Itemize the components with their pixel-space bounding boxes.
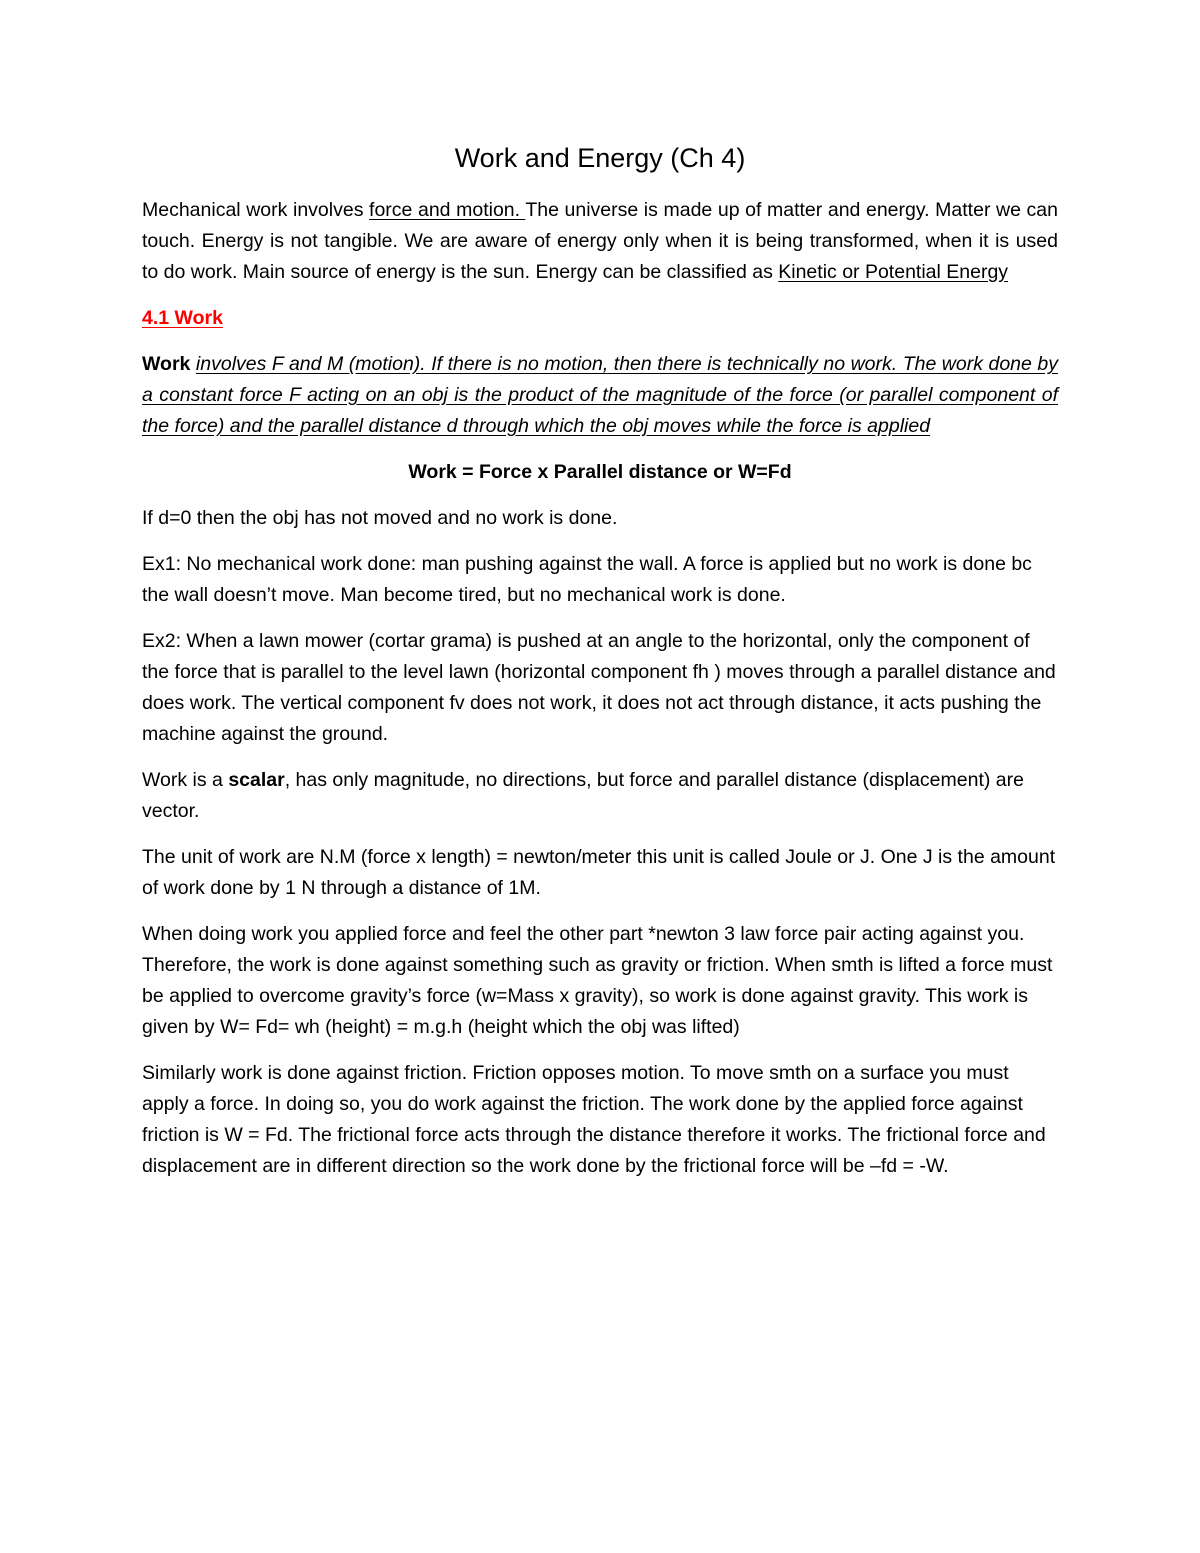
example-1-paragraph: Ex1: No mechanical work done: man pushing against the wall. A force is applied but no work is done bc the wall doesn’t move. Man become tired, but no mechanical work is done. <box>142 553 1032 606</box>
work-formula: Work = Force x Parallel distance or W=Fd <box>408 461 792 483</box>
intro-text-1: Mechanical work involves <box>142 199 370 221</box>
intro-text-2: The universe is made up of matter and energy. Matter we can touch. Energy is not tangible. We are aware of energy only when it is being transformed, when it is used to do work. Main source of energy is the sun. Energy can be classified as <box>142 199 1058 283</box>
scalar-paragraph <box>142 765 1058 827</box>
scalar-bold: scalar <box>228 769 285 791</box>
gravity-paragraph: When doing work you applied force and feel the other part *newton 3 law force pair acting against you. Therefore, the work is done against something such as gravity or friction. When smth is lifted a force must be applied to overcome gravity’s force (w=Mass x gravity), so work is done against gravity. This work is given by W= Fd= wh (height) = m.g.h (height which the obj was lifted) <box>142 923 1053 1038</box>
work-term: Work <box>142 353 191 375</box>
intro-underline-force-motion: force and motion. <box>369 199 526 221</box>
scalar-text-before: Work is a <box>142 769 229 791</box>
intro-underline-energy-types: Kinetic or Potential Energy <box>778 261 1009 283</box>
document-body <box>142 140 1058 1197</box>
work-definition-text: involves F and M (motion). If there is no motion, then there is technically no work. The work done by a constant force F acting on an obj is the product of the magnitude of the force (or parallel component of the force) and the parallel distance d through which the obj moves while the force is applied <box>142 353 1058 437</box>
example-2-paragraph: Ex2: When a lawn mower (cortar grama) is pushed at an angle to the horizontal, only the component of the force that is parallel to the level lawn (horizontal component fh ) moves through a parallel distance and does work. The vertical component fv does not work, it does not act through distance, it acts pushing the machine against the ground. <box>142 630 1056 745</box>
intro-paragraph <box>142 195 1058 288</box>
section-heading-work: 4.1 Work <box>142 307 223 329</box>
work-definition-paragraph <box>142 349 1058 442</box>
friction-paragraph: Similarly work is done against friction. Friction opposes motion. To move smth on a surface you must apply a force. In doing so, you do work against the friction. The work done by the applied force against friction is W = Fd. The frictional force acts through the distance therefore it works. The frictional force and displacement are in different direction so the work done by the frictional force will be –fd = -W. <box>142 1062 1046 1177</box>
scalar-text-after: , has only magnitude, no directions, but force and parallel distance (displacement) are vector. <box>142 769 1024 822</box>
unit-paragraph: The unit of work are N.M (force x length) = newton/meter this unit is called Joule or J. One J is the amount of work done by 1 N through a distance of 1M. <box>142 846 1056 899</box>
page-title: Work and Energy (Ch 4) <box>454 143 746 173</box>
zero-distance-paragraph: If d=0 then the obj has not moved and no work is done. <box>142 507 618 529</box>
